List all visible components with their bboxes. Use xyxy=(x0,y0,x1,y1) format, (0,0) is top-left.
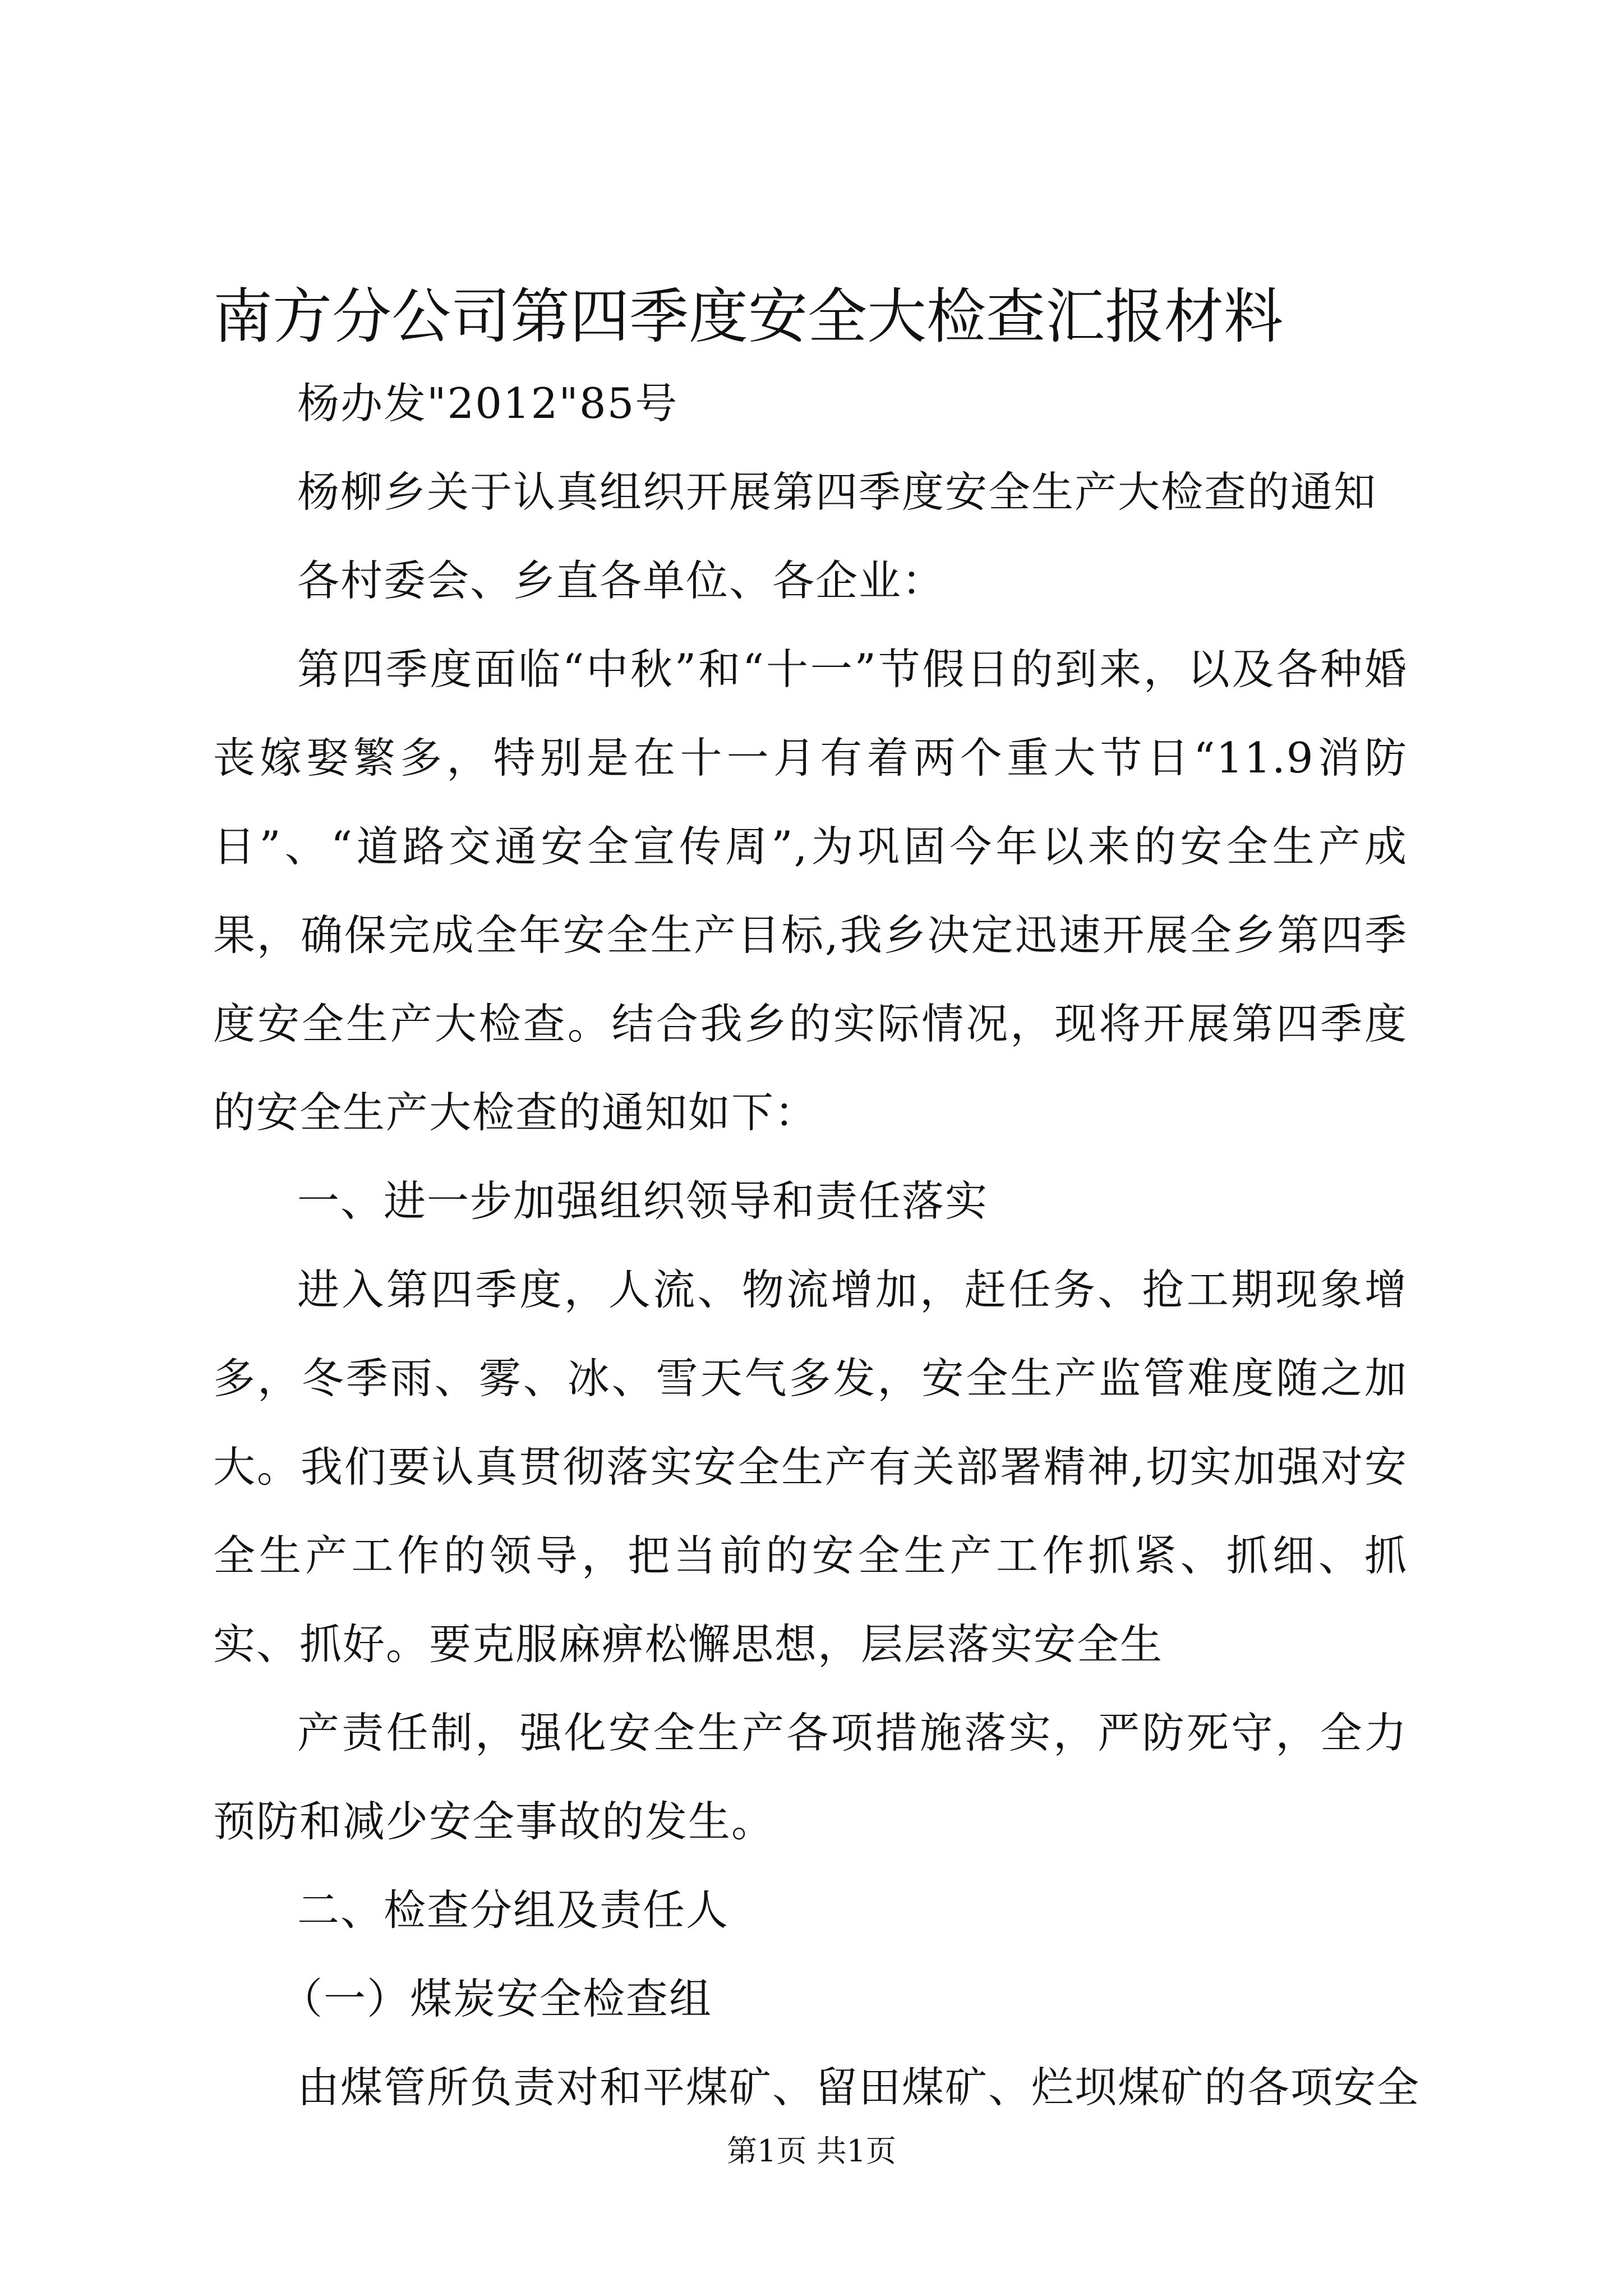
addressees: 各村委会、乡直各单位、各企业： xyxy=(297,556,946,605)
section-1-paragraph-continued: 产责任制，强化安全生产各项措施落实，严防死守，全力预防和减少安全事故的发生。 xyxy=(213,1708,1408,1846)
section-1-paragraph: 进入第四季度，人流、物流增加，赶任务、抢工期现象增多，冬季雨、雾、冰、雪天气多发，安全生产监管难度随之加大。我们要认真贯彻落实安全生产有关部署精神,切实加强对安全生产工作的领导，把当前的安全生产工作抓紧、抓细、抓实、抓好。要克服麻痹松懈思想，层层落实安全生 xyxy=(213,1265,1408,1669)
intro-paragraph: 第四季度面临“中秋”和“十一”节假日的到来，以及各种婚丧嫁娶繁多，特别是在十一月有着两个重大节日“11.9消防日”、“道路交通安全宣传周”,为巩固今年以来的安全生产成果，确保完成全年安全生产目标,我乡决定迅速开展全乡第四季度安全生产大检查。结合我乡的实际情况，现将开展第四季度的安全生产大检查的通知如下： xyxy=(213,645,1408,1137)
document-title: 南方分公司第四季度安全大检查汇报材料 xyxy=(213,282,1283,351)
page-footer: 第1页 共1页 xyxy=(727,2133,896,2169)
notice-heading: 杨柳乡关于认真组织开展第四季度安全生产大检查的通知 xyxy=(297,467,1377,517)
section-heading-2: 二、检查分组及责任人 xyxy=(297,1885,730,1935)
document-number: 杨办发"2012"85号 xyxy=(297,379,679,428)
subsection-1-paragraph: 由煤管所负责对和平煤矿、留田煤矿、烂坝煤矿的各项安全 xyxy=(297,2063,1421,2112)
document-body xyxy=(213,359,1421,2132)
section-heading-1: 一、进一步加强组织领导和责任落实 xyxy=(297,1176,989,1226)
subsection-heading-1: （一）煤炭安全检查组 xyxy=(280,1974,713,2023)
